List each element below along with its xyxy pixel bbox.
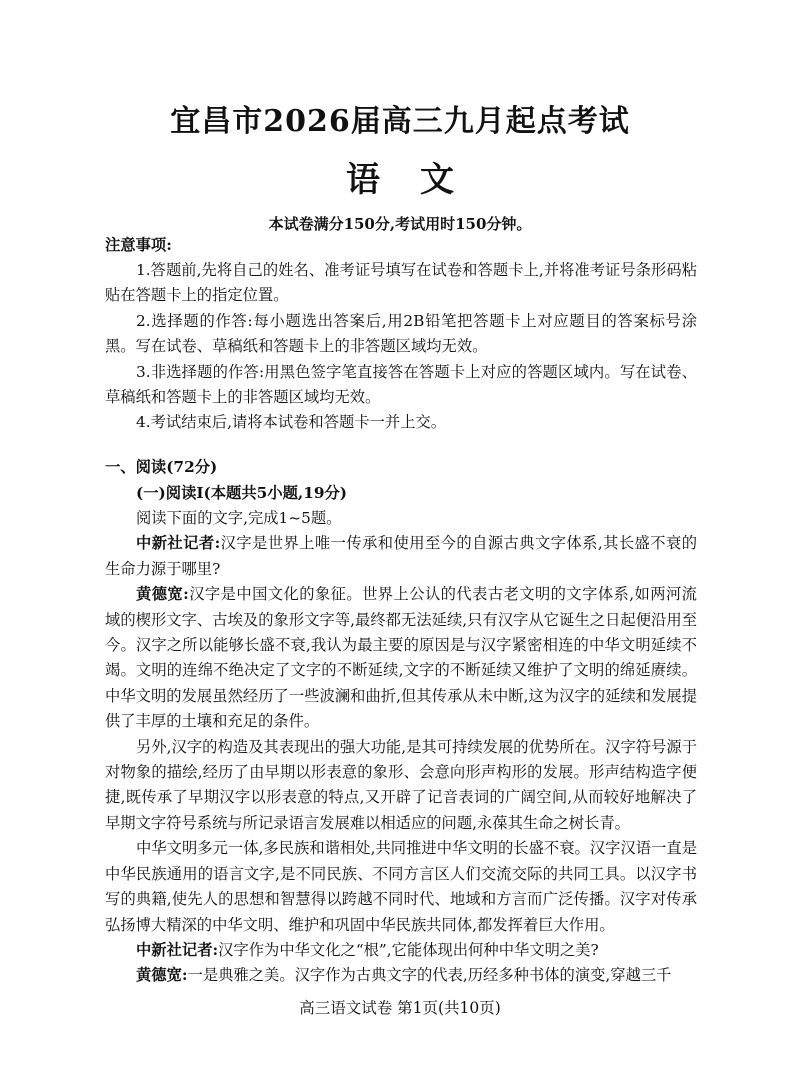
section-heading: 一、阅读(72分) <box>105 458 218 476</box>
paragraph-text: 中华文明多元一体,多民族和谐相处,共同推进中华文明的长盛不衰。汉字汉语一直是中华民族通用的语言文字,是不同民族、不同方言区人们交流交际的共同工具。以汉字书写的典籍,使先人的思想和智慧得以跨越不同时代、地域和方言而广泛传播。汉字对传承弘扬博大精深的中华文明、维护和巩固中华民族共同体,都发挥着巨大作用。 <box>105 839 697 934</box>
passage-paragraph <box>105 836 697 938</box>
speaker-label: 中新社记者: <box>136 534 221 553</box>
subsection-heading: (一)阅读Ⅰ(本题共5小题,19分) <box>136 484 348 502</box>
notice-list <box>105 258 697 436</box>
notice-heading: 注意事项: <box>105 236 172 254</box>
notice-item: 3.非选择题的作答:用黑色签字笔直接答在答题卡上对应的答题区域内。写在试卷、草稿纸和答题卡上的非答题区域均无效。 <box>105 362 697 407</box>
speaker-label: 黄德宽: <box>136 585 189 604</box>
speaker-label: 中新社记者: <box>136 940 219 959</box>
speaker-label: 黄德宽: <box>136 966 188 985</box>
exam-meta: 本试卷满分150分,考试用时150分钟。 <box>268 215 532 233</box>
exam-title: 宜昌市2026届高三九月起点考试 <box>170 104 630 139</box>
page-footer: 高三语文试卷 第1页(共10页) <box>299 999 501 1017</box>
notice-item: 1.答题前,先将自己的姓名、准考证号填写在试卷和答题卡上,并将准考证号条形码粘贴在答题卡上的指定位置。 <box>105 261 697 305</box>
passage-paragraph <box>105 963 697 988</box>
notice-item: 2.选择题的作答:每小题选出答案后,用2B铅笔把答题卡上对应题目的答案标号涂黑。写在试卷、草稿纸和答题卡上的非答题区域均无效。 <box>105 311 697 356</box>
passage-paragraph <box>105 735 697 837</box>
paragraph-text: 一是典雅之美。汉字作为古典文字的代表,历经多种书体的演变,穿越三千 <box>187 966 672 985</box>
paragraph-text: 汉字作为中华文化之“根”,它能体现出何种中华文明之美? <box>218 940 599 959</box>
paragraph-text: 汉字是世界上唯一传承和使用至今的自源古典文字体系,其长盛不衰的生命力源于哪里? <box>105 534 697 578</box>
subject-heading: 语文 <box>346 160 494 200</box>
passage-paragraph <box>105 582 697 734</box>
passage <box>105 506 697 989</box>
instruction-text: 阅读下面的文字,完成1~5题。 <box>136 509 342 527</box>
passage-paragraph <box>105 938 697 963</box>
paragraph-text: 另外,汉字的构造及其表现出的强大功能,是其可持续发展的优势所在。汉字符号源于对物象的描绘,经历了由早期以形表意的象形、会意向形声构形的发展。形声结构造字便捷,既传承了早期汉字以形表意的特点,又开辟了记音表词的广阔空间,从而较好地解决了早期文字符号系统与所记录语言发展难以相适应的问题,永葆其生命之树长青。 <box>105 737 697 832</box>
paragraph-text: 汉字是中国文化的象征。世界上公认的代表古老文明的文字体系,如两河流域的楔形文字、古埃及的象形文字等,最终都无法延续,只有汉字从它诞生之日起便沿用至今。汉字之所以能够长盛不衰,我认为最主要的原因是与汉字紧密相连的中华文明延续不竭。文明的连绵不绝决定了文字的不断延续,文字的不断延续又维护了文明的绵延赓续。中华文明的发展虽然经历了一些波澜和曲折,但其传承从未中断,这为汉字的延续和发展提供了丰厚的土壤和充足的条件。 <box>105 585 697 731</box>
passage-paragraph <box>105 531 697 582</box>
notice-item: 4.考试结束后,请将本试卷和答题卡一并上交。 <box>136 413 447 432</box>
